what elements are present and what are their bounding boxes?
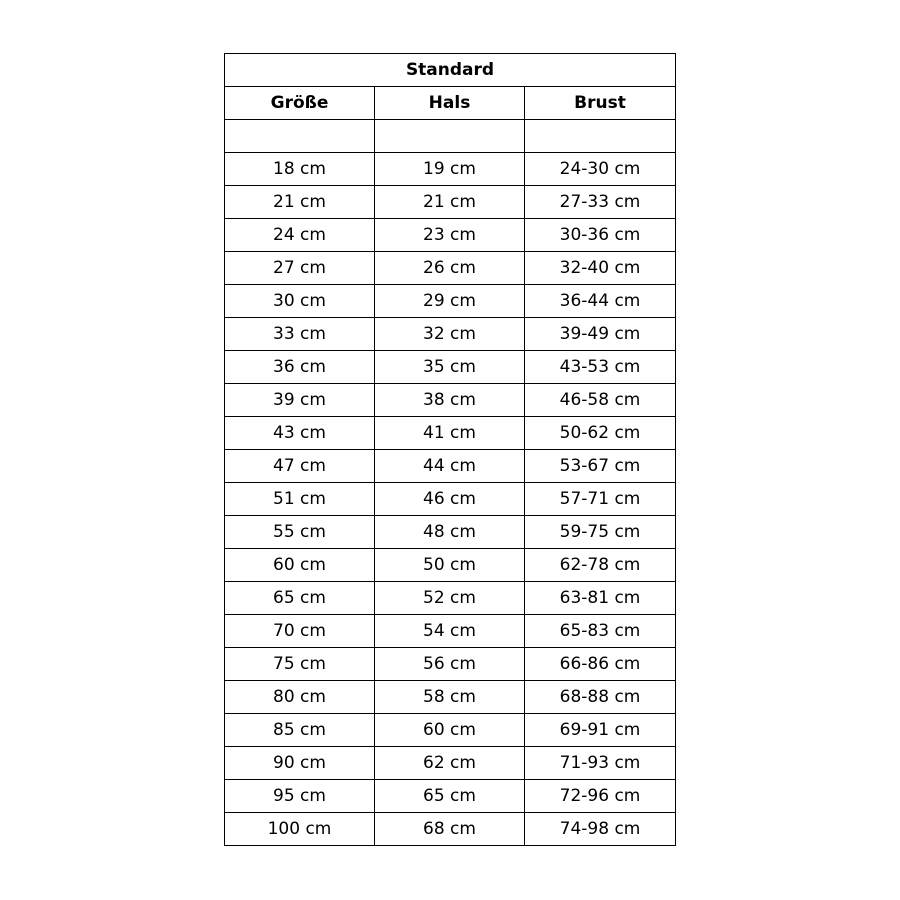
cell-neck: 46 cm — [375, 483, 525, 516]
cell-neck: 19 cm — [375, 153, 525, 186]
table-row — [225, 813, 676, 846]
cell-neck: 44 cm — [375, 450, 525, 483]
cell-neck: 38 cm — [375, 384, 525, 417]
cell-size: 21 cm — [225, 186, 375, 219]
cell-chest: 69-91 cm — [525, 714, 676, 747]
cell-chest: 43-53 cm — [525, 351, 676, 384]
cell-size: 70 cm — [225, 615, 375, 648]
cell-size: 33 cm — [225, 318, 375, 351]
cell-chest: 32-40 cm — [525, 252, 676, 285]
cell-neck: 50 cm — [375, 549, 525, 582]
cell-chest: 72-96 cm — [525, 780, 676, 813]
cell-size: 39 cm — [225, 384, 375, 417]
table-row — [225, 351, 676, 384]
cell-size: 51 cm — [225, 483, 375, 516]
cell-chest: 65-83 cm — [525, 615, 676, 648]
table-row — [225, 219, 676, 252]
table-row — [225, 483, 676, 516]
size-chart-table — [224, 53, 676, 846]
header-neck: Hals — [375, 87, 525, 120]
cell-chest: 57-71 cm — [525, 483, 676, 516]
cell-size: 18 cm — [225, 153, 375, 186]
table-row — [225, 318, 676, 351]
cell-neck: 52 cm — [375, 582, 525, 615]
cell-size: 27 cm — [225, 252, 375, 285]
cell-neck: 56 cm — [375, 648, 525, 681]
table-body — [225, 120, 676, 846]
cell-size: 47 cm — [225, 450, 375, 483]
empty-cell — [375, 120, 525, 153]
cell-size: 60 cm — [225, 549, 375, 582]
cell-size: 95 cm — [225, 780, 375, 813]
cell-neck: 68 cm — [375, 813, 525, 846]
cell-size: 55 cm — [225, 516, 375, 549]
cell-size: 43 cm — [225, 417, 375, 450]
cell-size: 80 cm — [225, 681, 375, 714]
cell-neck: 60 cm — [375, 714, 525, 747]
cell-chest: 53-67 cm — [525, 450, 676, 483]
cell-size: 90 cm — [225, 747, 375, 780]
cell-neck: 32 cm — [375, 318, 525, 351]
cell-size: 36 cm — [225, 351, 375, 384]
cell-chest: 71-93 cm — [525, 747, 676, 780]
table-row — [225, 780, 676, 813]
cell-neck: 26 cm — [375, 252, 525, 285]
cell-chest: 59-75 cm — [525, 516, 676, 549]
table-row — [225, 747, 676, 780]
cell-chest: 24-30 cm — [525, 153, 676, 186]
table-row — [225, 252, 676, 285]
table-row — [225, 681, 676, 714]
table-row — [225, 549, 676, 582]
table-row — [225, 186, 676, 219]
header-size: Größe — [225, 87, 375, 120]
table-title: Standard — [225, 54, 676, 87]
table-row — [225, 153, 676, 186]
cell-neck: 23 cm — [375, 219, 525, 252]
cell-chest: 66-86 cm — [525, 648, 676, 681]
cell-neck: 41 cm — [375, 417, 525, 450]
cell-chest: 30-36 cm — [525, 219, 676, 252]
cell-chest: 27-33 cm — [525, 186, 676, 219]
cell-size: 100 cm — [225, 813, 375, 846]
cell-neck: 29 cm — [375, 285, 525, 318]
cell-neck: 21 cm — [375, 186, 525, 219]
cell-neck: 48 cm — [375, 516, 525, 549]
cell-chest: 63-81 cm — [525, 582, 676, 615]
table-row — [225, 384, 676, 417]
cell-neck: 54 cm — [375, 615, 525, 648]
table-row — [225, 714, 676, 747]
cell-neck: 35 cm — [375, 351, 525, 384]
empty-row — [225, 120, 676, 153]
cell-size: 75 cm — [225, 648, 375, 681]
cell-chest: 68-88 cm — [525, 681, 676, 714]
cell-chest: 74-98 cm — [525, 813, 676, 846]
table-row — [225, 450, 676, 483]
table-row — [225, 516, 676, 549]
empty-cell — [525, 120, 676, 153]
table-row — [225, 615, 676, 648]
header-row — [225, 87, 676, 120]
cell-chest: 36-44 cm — [525, 285, 676, 318]
table-row — [225, 582, 676, 615]
cell-size: 30 cm — [225, 285, 375, 318]
cell-chest: 46-58 cm — [525, 384, 676, 417]
table-row — [225, 417, 676, 450]
cell-neck: 62 cm — [375, 747, 525, 780]
cell-size: 24 cm — [225, 219, 375, 252]
cell-chest: 62-78 cm — [525, 549, 676, 582]
cell-neck: 65 cm — [375, 780, 525, 813]
table-row — [225, 285, 676, 318]
empty-cell — [225, 120, 375, 153]
cell-chest: 39-49 cm — [525, 318, 676, 351]
cell-size: 65 cm — [225, 582, 375, 615]
cell-neck: 58 cm — [375, 681, 525, 714]
cell-size: 85 cm — [225, 714, 375, 747]
header-chest: Brust — [525, 87, 676, 120]
table-row — [225, 648, 676, 681]
title-row — [225, 54, 676, 87]
cell-chest: 50-62 cm — [525, 417, 676, 450]
